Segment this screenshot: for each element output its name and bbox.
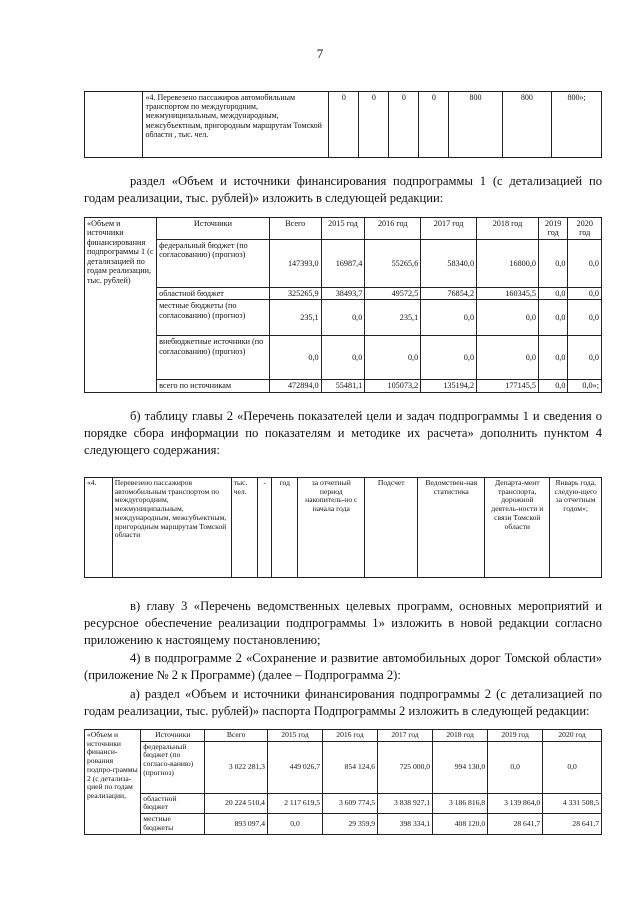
- value-cell: 0,0: [421, 336, 477, 380]
- value-cell: 20 224 510,4: [205, 793, 268, 813]
- value-cell: 3 139 864,0: [488, 793, 543, 813]
- column-header: 2016 год: [323, 730, 378, 742]
- source-cell: местные бюджеты: [141, 814, 205, 834]
- value-cell: 0,0: [568, 239, 602, 287]
- value-cell: 0,0: [321, 336, 365, 380]
- column-header: Всего: [205, 730, 268, 742]
- value-cell: 235,1: [269, 300, 321, 336]
- table-row: [85, 239, 602, 287]
- value-cell: 0: [329, 92, 359, 158]
- value-cell: 58340,0: [421, 239, 477, 287]
- value-cell: 0: [359, 92, 389, 158]
- value-cell: 0,0: [267, 814, 322, 834]
- column-header: 2019 год: [488, 730, 543, 742]
- column-header: 2017 год: [421, 218, 477, 240]
- value-cell: 160345,5: [477, 287, 539, 299]
- value-cell: 76854,2: [421, 287, 477, 299]
- period-cell: год: [272, 478, 298, 578]
- value-cell: 29 359,9: [323, 814, 378, 834]
- value-cell: 16987,4: [321, 239, 365, 287]
- value-cell: 2 117 619,5: [267, 793, 322, 813]
- table-row: [85, 380, 602, 392]
- value-cell: 177145,5: [477, 380, 539, 392]
- column-header: 2015 год: [267, 730, 322, 742]
- indicator-name: «4. Перевезено пассажиров автомобильным транспортом по междугородним, межмуниципальным, международным, межсубъектным, пригородным маршрутам Томской области , тыс. чел.: [143, 92, 329, 158]
- value-cell: 472894,0: [269, 380, 321, 392]
- value-cell: 3 022 281,3: [205, 741, 268, 793]
- source-cell: Ведомствен-ная статистика: [418, 478, 485, 578]
- indicator-method-table: [84, 477, 602, 578]
- value-cell: 38493,7: [321, 287, 365, 299]
- value-cell: 0,0: [538, 336, 567, 380]
- value-cell: 3 609 774,5: [323, 793, 378, 813]
- paragraph-b: б) таблицу главы 2 «Перечень показателей цели и задач подпрограммы 1 и сведения о порядке сбора информации по показателям и методике их расчета» дополнить пунктом 4 следующего содержания:: [84, 409, 602, 457]
- financing-table-2: [84, 729, 602, 835]
- value-cell: 0,0: [538, 300, 567, 336]
- value-cell: 893 097,4: [205, 814, 268, 834]
- column-header: 2018 год: [477, 218, 539, 240]
- value-cell: 0,0: [538, 287, 567, 299]
- column-header: Источники: [141, 730, 205, 742]
- value-cell: 49572,5: [365, 287, 421, 299]
- value-cell: 398 334,1: [378, 814, 433, 834]
- value-cell: 449 026,7: [267, 741, 322, 793]
- table-row: [85, 287, 602, 299]
- row-number: «4.: [85, 478, 113, 578]
- column-header: 2016 год: [365, 218, 421, 240]
- table-row: [85, 741, 602, 793]
- column-header: Всего: [269, 218, 321, 240]
- paragraph-4: 4) в подпрограмме 2 «Сохранение и развитие автомобильных дорог Томской области» (приложение № 2 к Программе) (далее – Подпрограмма 2):: [84, 651, 602, 682]
- value-cell: 0,0: [421, 300, 477, 336]
- value-cell: 3 838 927,1: [378, 793, 433, 813]
- value-cell: 0,0: [568, 300, 602, 336]
- table-row: [85, 92, 602, 158]
- responsible-cell: Департа-мент транспорта, дорожной деятель-ности и связи Томской области: [485, 478, 550, 578]
- column-header: 2020 год: [543, 730, 602, 742]
- column-header: 2020 год: [568, 218, 602, 240]
- unit-cell: тыс. чел.: [231, 478, 257, 578]
- source-cell: областной бюджет: [141, 793, 205, 813]
- value-cell: 0,0: [321, 300, 365, 336]
- financing-label: «Объем и источники финанси-рования подпро-граммы 2 (с детализа-цией по годам реализации,: [85, 730, 141, 835]
- value-cell: 0,0: [568, 336, 602, 380]
- column-header: 2015 год: [321, 218, 365, 240]
- value-cell: 800»;: [552, 92, 602, 158]
- value-cell: 800: [449, 92, 502, 158]
- source-cell: федеральный бюджет (по согласо-ванию) (прогноз): [141, 741, 205, 793]
- value-cell: 0,0»;: [568, 380, 602, 392]
- column-header: 2017 год: [378, 730, 433, 742]
- value-cell: 725 000,0: [378, 741, 433, 793]
- value-cell: 28 641,7: [488, 814, 543, 834]
- value-cell: 28 641,7: [543, 814, 602, 834]
- value-cell: 135194,2: [421, 380, 477, 392]
- source-cell: всего по источникам: [157, 380, 270, 392]
- value-cell: 408 120,0: [433, 814, 488, 834]
- method-cell: Подсчет: [365, 478, 418, 578]
- source-cell: внебюджетные источники (по согласованию) (прогноз): [157, 336, 270, 380]
- indicators-table-fragment: [84, 91, 602, 158]
- value-cell: 994 130,0: [433, 741, 488, 793]
- table-header-row: [85, 218, 602, 240]
- source-cell: местные бюджеты (по согласованию) (прогноз): [157, 300, 270, 336]
- financing-table-1: [84, 217, 602, 393]
- indicator-name: Перевезено пассажиров автомобильным транспортом по междугородним, межмуниципальным, международным, межсубъектным, пригородным маршрутам Томской области: [112, 478, 231, 578]
- value-cell: 0,0: [543, 741, 602, 793]
- page-number: 7: [316, 46, 324, 61]
- value-cell: 16800,0: [477, 239, 539, 287]
- value-cell: 0,0: [269, 336, 321, 380]
- value-cell: 3 186 816,8: [433, 793, 488, 813]
- value-cell: 0,0: [538, 239, 567, 287]
- value-cell: 0,0: [488, 741, 543, 793]
- table-row: [85, 336, 602, 380]
- value-cell: 325265,9: [269, 287, 321, 299]
- dash-cell: -: [257, 478, 271, 578]
- column-header: 2018 год: [433, 730, 488, 742]
- value-cell: 55265,6: [365, 239, 421, 287]
- table-row: [85, 814, 602, 834]
- value-cell: 0,0: [538, 380, 567, 392]
- value-cell: 0: [419, 92, 449, 158]
- term-cell: Январь года, следую-щего за отчетным годом»;: [550, 478, 602, 578]
- paragraph-section-1: раздел «Объем и источники финансирования подпрограммы 1 (с детализацией по годам реализации, тыс. рублей)» изложить в следующей редакции:: [84, 174, 602, 205]
- value-cell: 800: [502, 92, 551, 158]
- value-cell: 0,0: [477, 300, 539, 336]
- value-cell: 55481,1: [321, 380, 365, 392]
- value-cell: 0,0: [477, 336, 539, 380]
- value-cell: 147393,0: [269, 239, 321, 287]
- date-cell: за отчетный период накопитель-но с начала года: [298, 478, 365, 578]
- column-header: 2019 год: [538, 218, 567, 240]
- table-row: [85, 300, 602, 336]
- value-cell: 0,0: [365, 336, 421, 380]
- value-cell: 854 124,6: [323, 741, 378, 793]
- table-header-row: [85, 730, 602, 742]
- value-cell: 105073,2: [365, 380, 421, 392]
- table-row: [85, 793, 602, 813]
- value-cell: 235,1: [365, 300, 421, 336]
- source-cell: областной бюджет: [157, 287, 270, 299]
- financing-label: «Объем и источники финансирования подпрограммы 1 (с детализацией по годам реализации, тыс. рублей): [85, 218, 157, 393]
- column-header: Источники: [157, 218, 270, 240]
- paragraph-a: а) раздел «Объем и источники финансирования подпрограммы 2 (с детализацией по годам реализации, тыс. рублей)» паспорта Подпрограммы 2 изложить в следующей редакции:: [84, 687, 602, 718]
- table-row: [85, 478, 602, 578]
- value-cell: 0: [389, 92, 419, 158]
- value-cell: 4 331 508,5: [543, 793, 602, 813]
- value-cell: 0,0: [568, 287, 602, 299]
- paragraph-c: в) главу 3 «Перечень ведомственных целевых программ, основных мероприятий и ресурсное обеспечение реализации подпрограммы 1» изложить в новой редакции согласно приложению к настоящему постановлению;: [84, 599, 602, 647]
- source-cell: федеральный бюджет (по согласованию) (прогноз): [157, 239, 270, 287]
